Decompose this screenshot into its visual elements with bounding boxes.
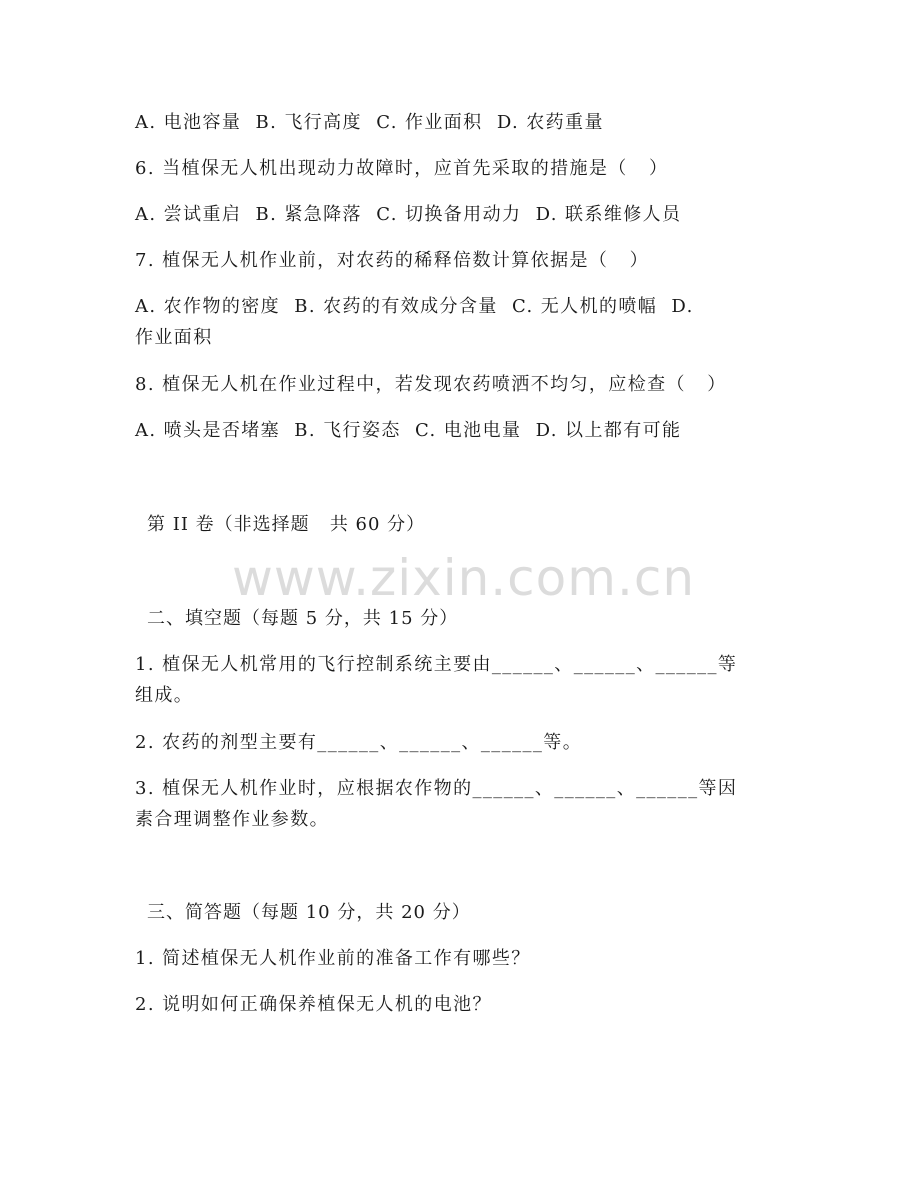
fill-q3-line2: 素合理调整作业参数。 [135,809,329,830]
short-section-title: 三、简答题（每题 10 分，共 20 分） [147,902,471,923]
q7-options-line2: 作业面积 [135,327,213,348]
fill-q1-line1: 1. 植保无人机常用的飞行控制系统主要由______、______、______等 [135,654,738,675]
q6-question: 6. 当植保无人机出现动力故障时，应首先采取的措施是（ ） [135,158,669,179]
q6-options: A. 尝试重启 B. 紧急降落 C. 切换备用动力 D. 联系维修人员 [135,204,682,225]
watermark: www.zixin.com.cn [232,549,696,607]
q7-question: 7. 植保无人机作业前，对农药的稀释倍数计算依据是（ ） [135,250,650,271]
short-q2: 2. 说明如何正确保养植保无人机的电池？ [135,994,492,1015]
part2-title: 第 II 卷（非选择题 共 60 分） [147,514,426,535]
short-q1: 1. 简述植保无人机作业前的准备工作有哪些？ [135,948,531,969]
q8-options: A. 喷头是否堵塞 B. 飞行姿态 C. 电池电量 D. 以上都有可能 [135,420,682,441]
q7-options-line1: A. 农作物的密度 B. 农药的有效成分含量 C. 无人机的喷幅 D. [135,296,694,317]
fill-q2: 2. 农药的剂型主要有______、______、______等。 [135,732,583,753]
q8-question: 8. 植保无人机在作业过程中，若发现农药喷洒不均匀，应检查（ ） [135,374,727,395]
q5-options: A. 电池容量 B. 飞行高度 C. 作业面积 D. 农药重量 [135,112,604,133]
fill-section-title: 二、填空题（每题 5 分，共 15 分） [147,608,459,629]
fill-q1-line2: 组成。 [135,685,194,706]
fill-q3-line1: 3. 植保无人机作业时，应根据农作物的______、______、______等因 [135,778,738,799]
